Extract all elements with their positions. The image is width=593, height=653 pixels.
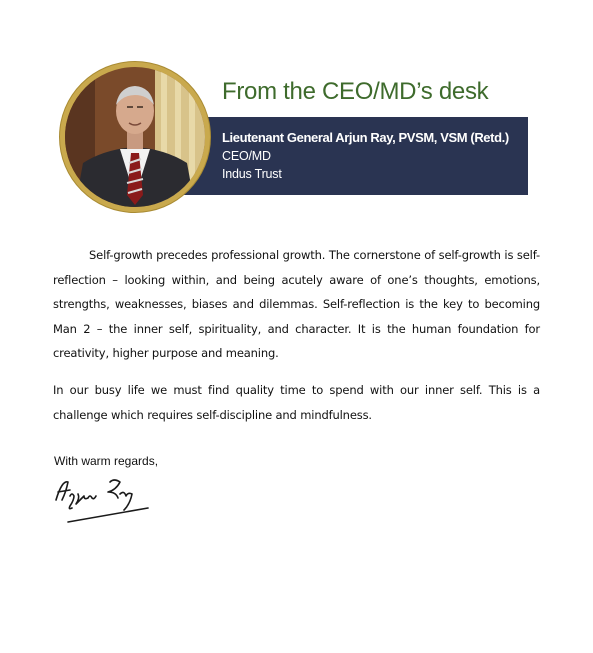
closing-salutation: With warm regards,	[54, 454, 159, 468]
handwritten-signature	[50, 470, 160, 530]
page-title: From the CEO/MD’s desk	[222, 78, 489, 105]
body-paragraph-2: In our busy life we must find quality time to spend with our inner self. This is a challenge which requires self-discipline and mindfulness.	[53, 383, 540, 422]
author-role: CEO/MD	[222, 149, 271, 163]
author-name: Lieutenant General Arjun Ray, PVSM, VSM (Retd.)	[222, 130, 509, 145]
ceo-portrait	[60, 62, 210, 212]
body-paragraph-1: Self-growth precedes professional growth. The cornerstone of self-growth is self-reflection – looking within, and being acutely aware of one’s thoughts, emotions, strengths, weaknesses, biases and dilemmas. Self-reflection is the key to becoming Man 2 – the inner self, spirituality, and character. It is the human foundation for creativity, higher purpose and meaning.	[53, 248, 540, 360]
author-organization: Indus Trust	[222, 167, 282, 181]
portrait-image	[65, 67, 205, 207]
